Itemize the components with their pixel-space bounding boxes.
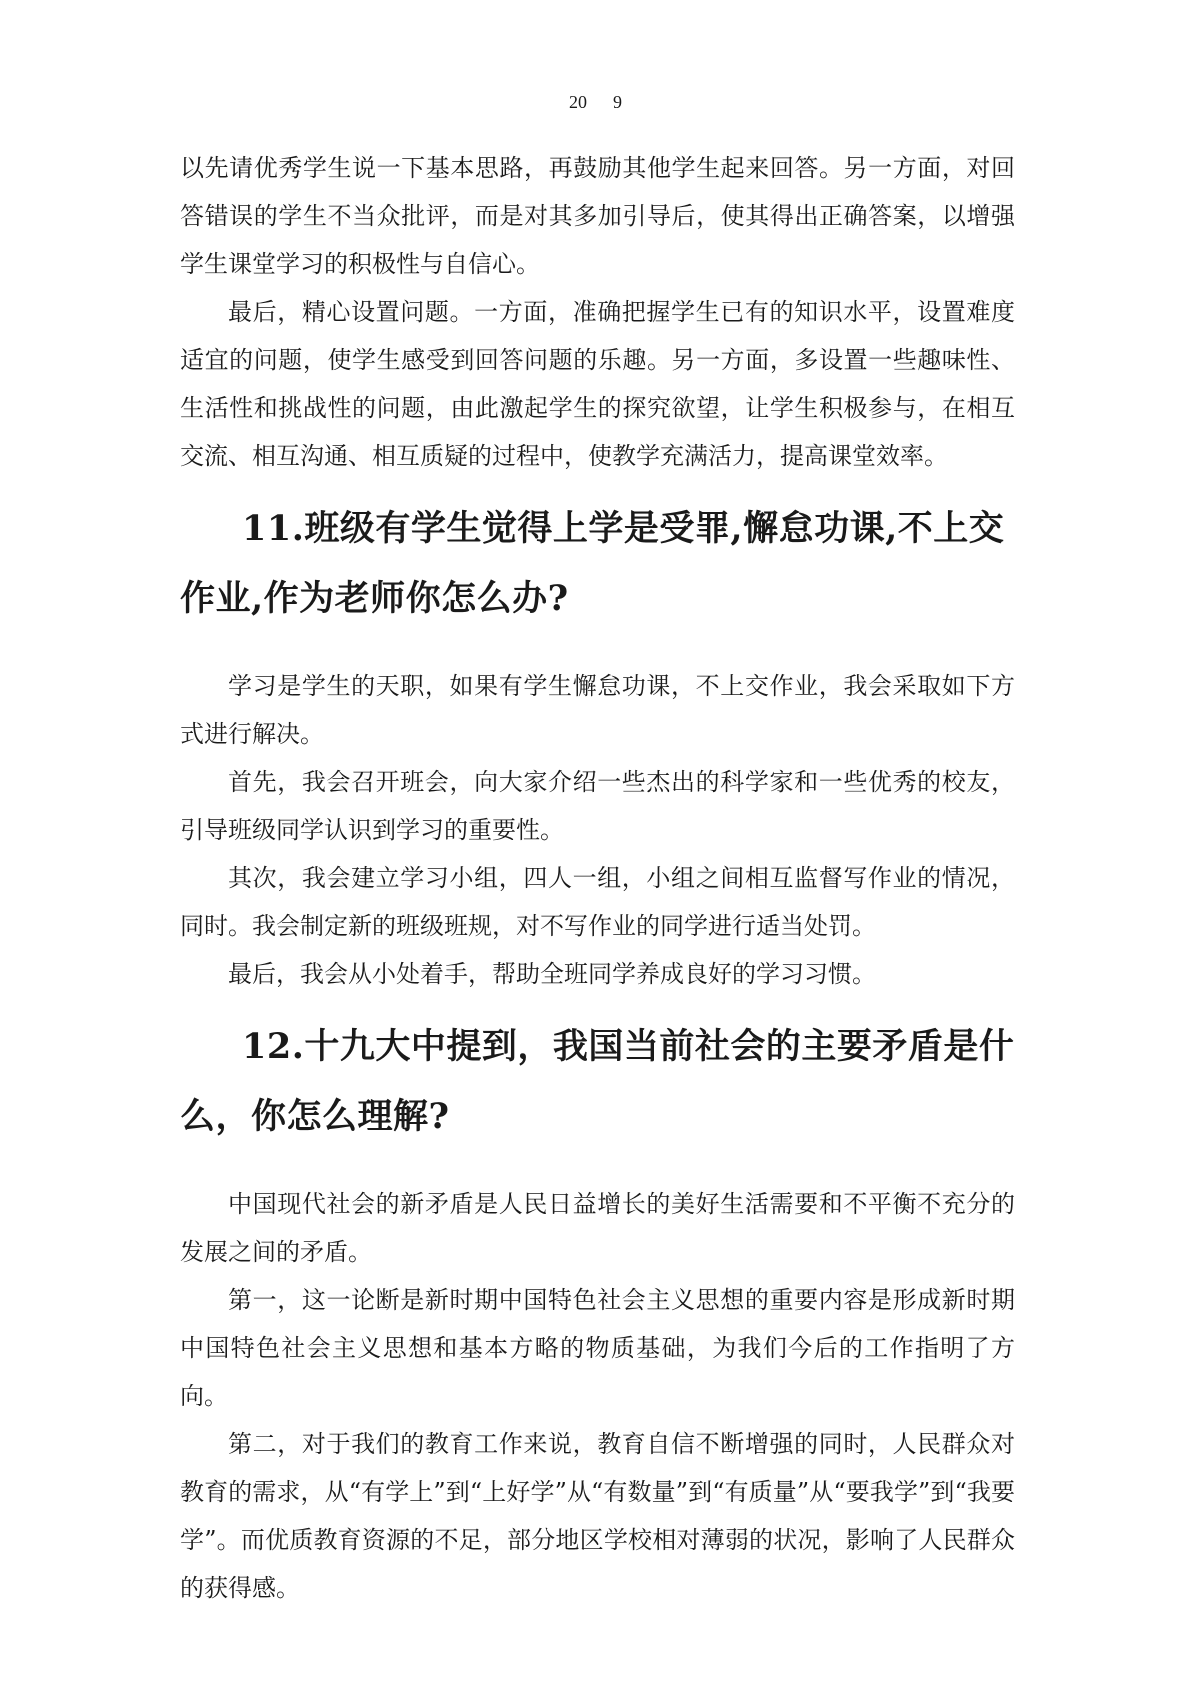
answer-paragraph: 首先，我会召开班会，向大家介绍一些杰出的科学家和一些优秀的校友，引导班级同学认识到学习的重要性。 <box>180 768 1015 844</box>
spacer <box>180 634 1015 662</box>
body-paragraph: 最后，精心设置问题。一方面，准确把握学生已有的知识水平，设置难度适宜的问题，使学生感受到回答问题的乐趣。另一方面，多设置一些趣味性、生活性和挑战性的问题，由此激起学生的探究欲望，让学生积极参与，在相互交流、相互沟通、相互质疑的过程中，使教学充满活力，提高课堂效率。 <box>180 298 1015 470</box>
answer-paragraph: 第二，对于我们的教育工作来说，教育自信不断增强的同时，人民群众对教育的需求，从“有学上”到“上好学”从“有数量”到“有质量”从“要我学”到“我要学”。而优质教育资源的不足，部分地区学校相对薄弱的状况，影响了人民群众的获得感。 <box>180 1430 1015 1602</box>
header-right-number: 9 <box>613 92 622 112</box>
page-body <box>180 144 1015 1612</box>
spacer <box>180 480 1015 494</box>
answer-paragraph: 学习是学生的天职，如果有学生懈怠功课，不上交作业，我会采取如下方式进行解决。 <box>180 672 1015 748</box>
question-11-heading: 11.班级有学生觉得上学是受罪,懈怠功课,不上交作业,作为老师你怎么办? <box>180 508 1005 619</box>
spacer <box>180 998 1015 1012</box>
answer-paragraph: 中国现代社会的新矛盾是人民日益增长的美好生活需要和不平衡不充分的发展之间的矛盾。 <box>180 1190 1015 1266</box>
question-12-heading: 12.十九大中提到，我国当前社会的主要矛盾是什么，你怎么理解? <box>180 1026 1015 1137</box>
answer-paragraph: 第一，这一论断是新时期中国特色社会主义思想的重要内容是形成新时期中国特色社会主义思想和基本方略的物质基础，为我们今后的工作指明了方向。 <box>180 1286 1015 1410</box>
answer-paragraph: 其次，我会建立学习小组，四人一组，小组之间相互监督写作业的情况，同时。我会制定新的班级班规，对不写作业的同学进行适当处罚。 <box>180 864 1015 940</box>
body-paragraph: 以先请优秀学生说一下基本思路，再鼓励其他学生起来回答。另一方面，对回答错误的学生不当众批评，而是对其多加引导后，使其得出正确答案，以增强学生课堂学习的积极性与自信心。 <box>180 154 1015 278</box>
answer-paragraph: 最后，我会从小处着手，帮助全班同学养成良好的学习习惯。 <box>228 960 876 988</box>
header-left-number: 20 <box>569 92 587 112</box>
page-header <box>0 92 1191 113</box>
spacer <box>180 1152 1015 1180</box>
